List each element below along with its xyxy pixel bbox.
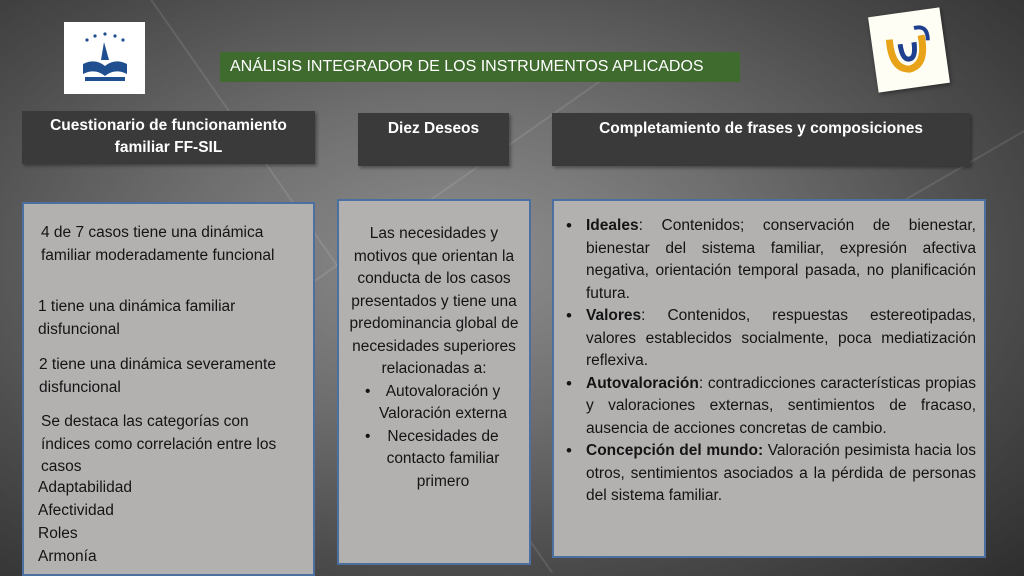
category-item: Adaptabilidad (38, 479, 132, 496)
bullet-term: Concepción del mundo: (586, 442, 764, 459)
list-item (562, 305, 976, 373)
category-item: Armonía (38, 548, 97, 565)
bullet-text: Valoración pesimista hacia los otros, sentimientos asociados a la pérdida de personas del sistema familiar. (586, 442, 976, 504)
ff-sil-finding-3: 2 tiene una dinámica severamente disfuncional (39, 356, 276, 396)
header-completamiento-label: Completamiento de frases y composiciones (599, 120, 923, 137)
panel-diez-deseos (337, 199, 531, 565)
category-item: Roles (38, 525, 78, 542)
header-diez-deseos-label: Diez Deseos (387, 120, 480, 137)
ff-sil-finding-1: 4 de 7 casos tiene una dinámica familiar moderadamente funcional (41, 224, 275, 264)
list-item: • Autovaloración y Valoración externa (345, 381, 523, 426)
stylized-u-logo-icon (877, 17, 941, 82)
list-item (562, 215, 976, 305)
header-completamiento (552, 113, 970, 166)
header-ff-sil (22, 111, 315, 164)
header-ff-sil-label: Cuestionario de funcionamiento familiar FF-SIL (50, 117, 287, 156)
bullet-term: Valores (586, 307, 642, 324)
bullet-text: : Contenidos, respuestas estereotipadas, valores establecidos socialmente, poca mediatización reflexiva. (586, 307, 976, 369)
category-item: Afectividad (38, 502, 114, 519)
completamiento-list (562, 215, 976, 508)
university-logo (64, 22, 145, 94)
list-item: • Necesidades de contacto familiar primero (345, 426, 523, 494)
page-title: ANÁLISIS INTEGRADOR DE LOS INSTRUMENTOS APLICADOS (220, 52, 740, 82)
bullet-text: : contradicciones características propias y valoraciones externas, sentimientos de fracaso, ausencia de acciones concretas de cambio. (586, 374, 976, 437)
bullet-term: Autovaloración (586, 374, 699, 392)
ff-sil-finding-2: 1 tiene una dinámica familiar disfuncional (38, 298, 236, 338)
header-diez-deseos (358, 113, 509, 166)
institution-logo (868, 7, 950, 92)
list-item (562, 373, 976, 441)
diez-deseos-list (345, 381, 523, 494)
bullet-term: Ideales (586, 217, 639, 234)
panel-completamiento (552, 199, 986, 558)
bullet-text: : Contenidos; conservación de bienestar, bienestar del sistema familiar, expresión afectiva negativa, orientación temporal pasada, no planificación futura. (586, 217, 976, 302)
list-item (562, 440, 976, 508)
diez-deseos-intro: Las necesidades y motivos que orientan la conducta de los casos presentados y tiene una predominancia global de necesidades superiores relacionadas a: (349, 225, 519, 377)
panel-ff-sil (22, 202, 315, 576)
ff-sil-finding-4: Se destaca las categorías con índices como correlación entre los casos (41, 413, 277, 475)
book-torch-emblem-icon (75, 30, 135, 86)
